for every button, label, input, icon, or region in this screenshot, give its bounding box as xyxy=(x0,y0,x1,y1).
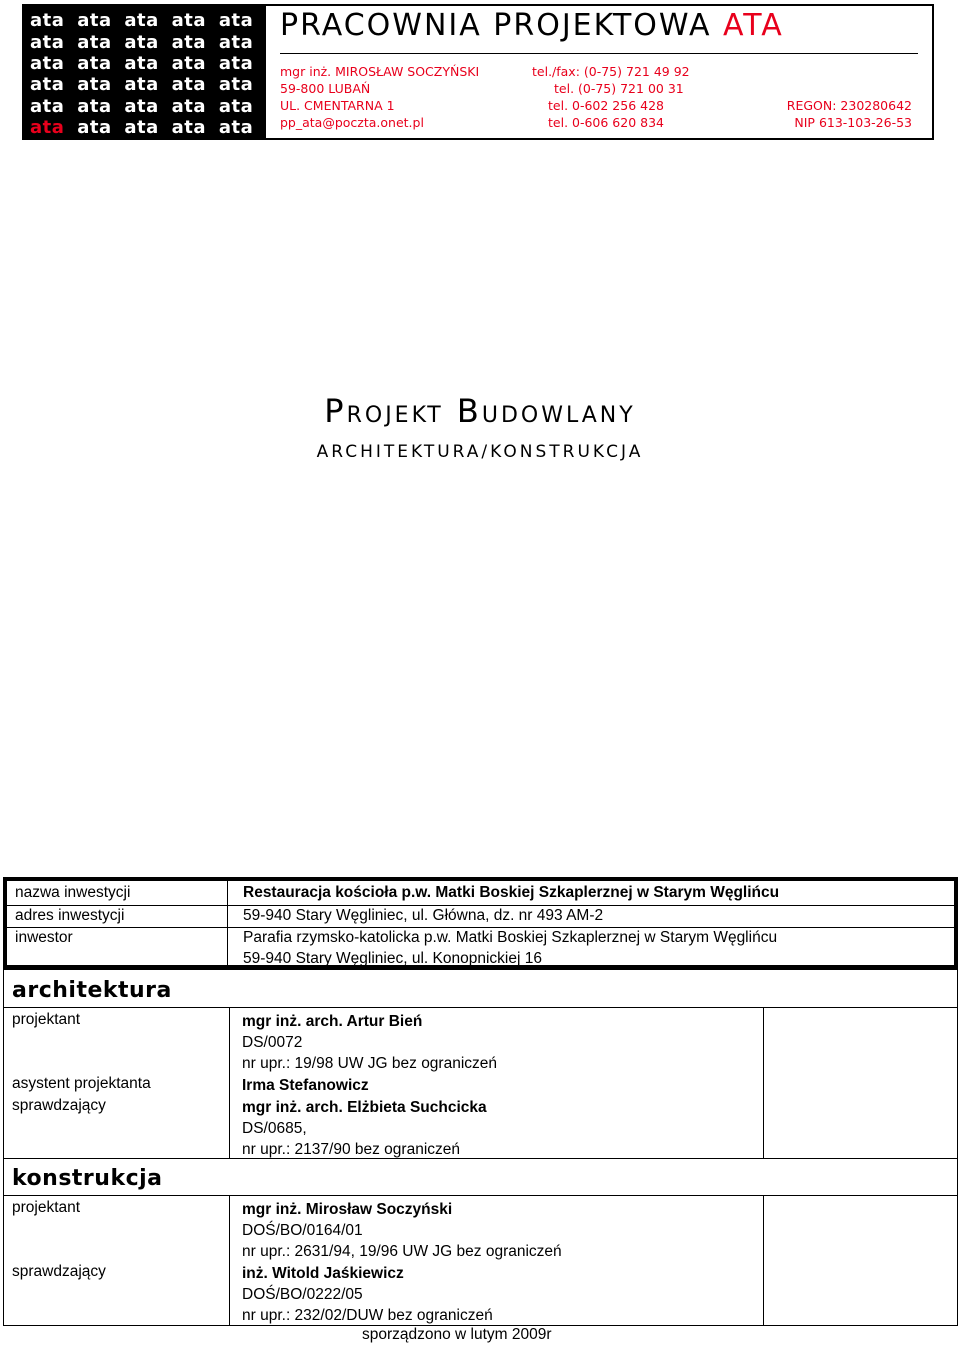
contact-phone-2: tel. (0-75) 721 00 31 xyxy=(554,81,684,96)
logo-word: ata xyxy=(171,117,207,139)
architecture-checker-name: mgr inż. arch. Elżbieta Suchcicka xyxy=(242,1099,487,1116)
logo-row xyxy=(30,31,266,52)
investment-name-label: nazwa inwestycji xyxy=(15,884,131,901)
logo-word: ata xyxy=(30,31,65,53)
architecture-designer-permit: nr upr.: 19/98 UW JG bez ograniczeń xyxy=(242,1055,498,1072)
architecture-designer-license: DS/0072 xyxy=(242,1034,303,1051)
construction-checker-license: DOŚ/BO/0222/05 xyxy=(242,1286,363,1303)
logo-word: ata xyxy=(124,52,159,74)
architecture-assistant-name: Irma Stefanowicz xyxy=(242,1077,369,1094)
table-divider xyxy=(7,905,954,906)
logo-word: ata xyxy=(30,117,65,139)
logo-row xyxy=(30,10,266,31)
architecture-checker-permit: nr upr.: 2137/90 bez ograniczeń xyxy=(242,1141,461,1158)
logo-word: ata xyxy=(124,10,159,32)
logo-row xyxy=(30,117,266,138)
investor-label: inwestor xyxy=(15,929,73,946)
architecture-heading: architektura xyxy=(12,978,172,1003)
investor-name: Parafia rzymsko-katolicka p.w. Matki Boskiej Szkaplerznej w Starym Węglińcu xyxy=(243,929,778,946)
investment-address: 59-940 Stary Węgliniec, ul. Główna, dz. nr 493 AM-2 xyxy=(243,907,604,924)
architecture-designer-label: projektant xyxy=(12,1011,81,1028)
investor-address: 59-940 Stary Węgliniec, ul. Konopnickiej 16 xyxy=(243,950,542,967)
contact-phone-4: tel. 0-606 620 834 xyxy=(548,115,664,130)
logo-word: ata xyxy=(30,95,65,117)
logo-word: ata xyxy=(218,31,254,53)
construction-checker-name: inż. Witold Jaśkiewicz xyxy=(242,1265,404,1282)
logo-word: ata xyxy=(77,10,112,32)
logo-word: ata xyxy=(171,52,207,74)
logo-row xyxy=(30,74,266,95)
logo-word: ata xyxy=(77,52,112,74)
construction-checker-permit: nr upr.: 232/02/DUW bez ograniczeń xyxy=(242,1307,493,1324)
architecture-checker-label: sprawdzający xyxy=(12,1097,106,1114)
contact-email: pp_ata@poczta.onet.pl xyxy=(280,115,424,130)
contact-address-block xyxy=(280,63,479,131)
logo-row xyxy=(30,53,266,74)
logo-word: ata xyxy=(218,95,254,117)
contact-phones-block xyxy=(532,63,690,131)
logo-word: ata xyxy=(171,74,207,96)
company-name-accent: ATA xyxy=(723,8,784,43)
contact-registry-block xyxy=(772,97,912,131)
investment-info-table xyxy=(3,877,958,969)
logo-word: ata xyxy=(30,10,65,32)
logo-word: ata xyxy=(77,117,112,139)
contact-regon: REGON: 230280642 xyxy=(786,98,912,113)
contact-phone-fax: tel./fax: (0-75) 721 49 92 xyxy=(532,64,690,79)
architecture-designer-name: mgr inż. arch. Artur Bień xyxy=(242,1013,423,1030)
construction-designer-permit: nr upr.: 2631/94, 19/96 UW JG bez ograniczeń xyxy=(242,1243,562,1260)
logo-word: ata xyxy=(124,117,159,139)
construction-designer-label: projektant xyxy=(12,1199,81,1216)
logo-word: ata xyxy=(124,74,159,96)
contact-phone-3: tel. 0-602 256 428 xyxy=(548,98,664,113)
table-divider xyxy=(229,1196,230,1325)
logo-word: ata xyxy=(77,74,112,96)
investment-name: Restauracja kościoła p.w. Matki Boskiej Szkaplerznej w Starym Węglińcu xyxy=(243,884,780,901)
table-divider xyxy=(229,1008,230,1158)
architecture-assistant-label: asystent projektanta xyxy=(12,1075,151,1092)
construction-designer-name: mgr inż. Mirosław Soczyński xyxy=(242,1201,453,1218)
logo-word: ata xyxy=(124,95,159,117)
construction-checker-label: sprawdzający xyxy=(12,1263,106,1280)
logo-word: ata xyxy=(218,74,254,96)
company-name-main: PRACOWNIA PROJEKTOWA xyxy=(280,8,724,43)
document-title: Projekt Budowlany xyxy=(324,392,636,430)
logo-word: ata xyxy=(171,31,207,53)
logo-word: ata xyxy=(30,52,65,74)
investment-address-label: adres inwestycji xyxy=(15,907,125,924)
construction-heading: konstrukcja xyxy=(12,1166,163,1191)
logo-row xyxy=(30,96,266,117)
table-divider xyxy=(7,927,954,928)
header-rule xyxy=(280,53,918,54)
logo-word: ata xyxy=(171,95,207,117)
architecture-checker-license: DS/0685, xyxy=(242,1120,307,1137)
letterhead xyxy=(22,4,934,140)
logo-word: ata xyxy=(218,52,254,74)
logo-word: ata xyxy=(77,95,112,117)
construction-designer-license: DOŚ/BO/0164/01 xyxy=(242,1222,363,1239)
document-subtitle: ARCHITEKTURA/KONSTRUKCJA xyxy=(316,442,644,462)
logo-word: ata xyxy=(171,10,207,32)
document-date: sporządzono w lutym 2009r xyxy=(362,1326,552,1343)
company-name xyxy=(280,8,784,43)
table-divider xyxy=(227,881,228,965)
contact-nip: NIP 613-103-26-53 xyxy=(794,115,912,130)
logo-word: ata xyxy=(218,117,254,139)
contact-street: UL. CMENTARNA 1 xyxy=(280,98,395,113)
logo-word: ata xyxy=(124,31,159,53)
table-divider xyxy=(763,1008,764,1158)
contact-owner: mgr inż. MIROSŁAW SOCZYŃSKI xyxy=(280,64,480,79)
table-divider xyxy=(763,1196,764,1325)
logo-word: ata xyxy=(77,31,112,53)
company-logo xyxy=(24,6,266,138)
logo-word: ata xyxy=(30,74,65,96)
logo-word: ata xyxy=(218,10,254,32)
contact-city: 59-800 LUBAŃ xyxy=(280,81,371,96)
